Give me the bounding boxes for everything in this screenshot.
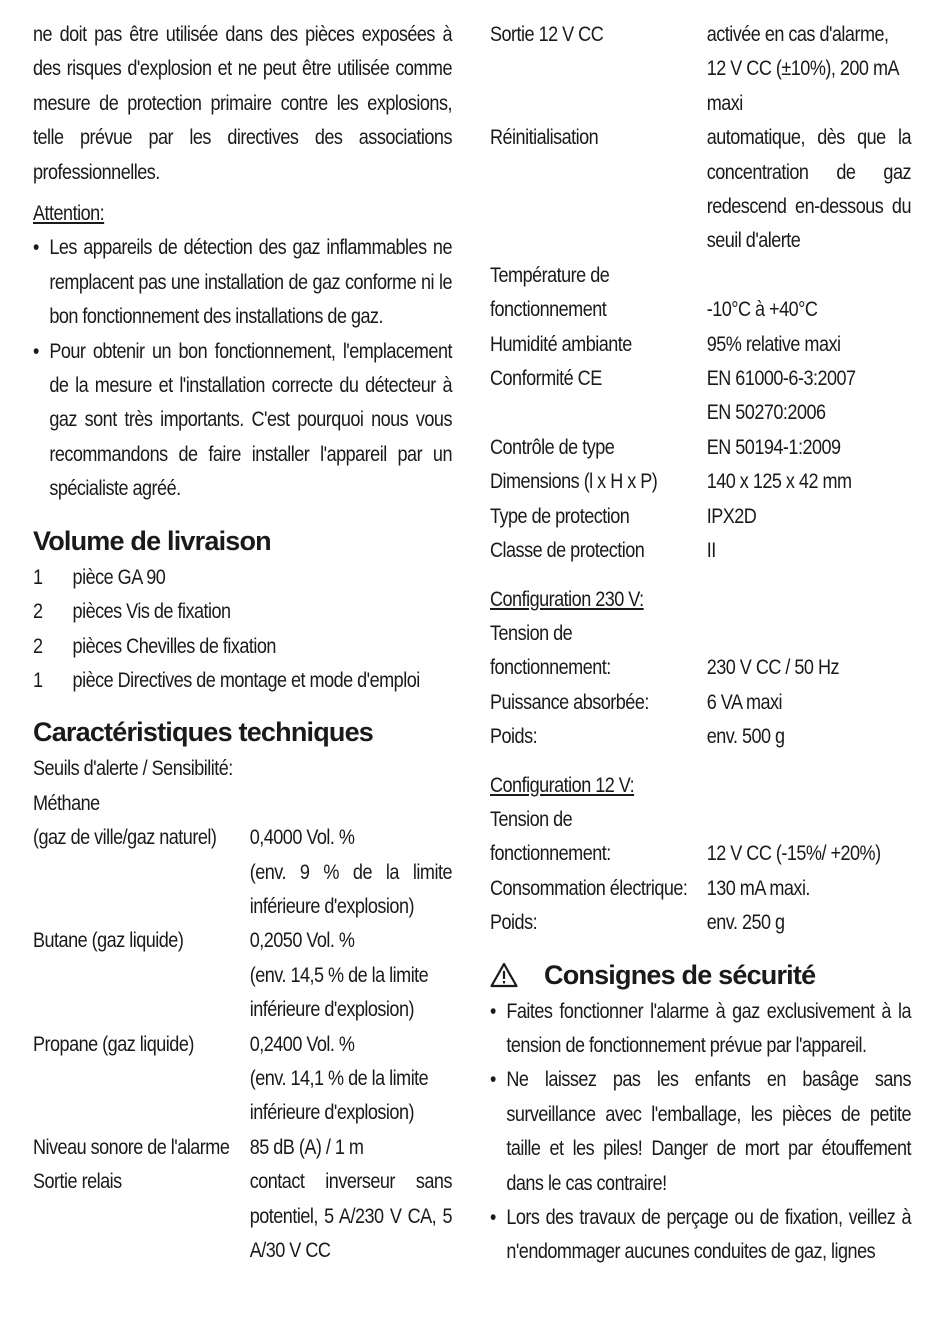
safety-heading	[490, 955, 912, 995]
spec-row	[490, 362, 911, 396]
spec-row	[490, 500, 911, 534]
spec-key: Dimensions (l x H x P)	[490, 470, 658, 494]
spec-value: 0,2050 Vol. %	[249, 929, 355, 953]
spec-value: 0,4000 Vol. %	[249, 826, 355, 850]
safety-list	[490, 995, 911, 1270]
spec-key: Puissance absorbée:	[490, 690, 649, 714]
spec-value: automatique, dès que la concentration de gaz redescend en-dessous du seuil d'alerte	[706, 126, 911, 253]
spec-key	[33, 1062, 250, 1131]
spec-value: II	[706, 539, 716, 563]
delivery-item	[33, 630, 503, 664]
spec-value: env. 500 g	[706, 725, 785, 749]
safety-item: • Faites fonctionner l'alarme à gaz exclusivement à la tension de fonctionnement prévue par l'appareil.	[490, 995, 911, 1064]
spec-value: 0,2400 Vol. %	[249, 1032, 355, 1056]
warning-triangle-icon	[490, 962, 518, 988]
spec-row	[490, 328, 911, 362]
delivery-text: pièces Chevilles de fixation	[72, 634, 276, 658]
spec-value: 12 V CC (-15%/ +20%)	[706, 842, 881, 866]
spec-row	[490, 686, 911, 720]
spec-value: activée en cas d'alarme, 12 V CC (±10%), 200 mA maxi	[706, 23, 899, 115]
spec-key: Conformité CE	[490, 367, 602, 391]
spec-row	[33, 1028, 452, 1062]
spec-row	[490, 259, 911, 293]
spec-key: Contrôle de type	[490, 435, 615, 459]
spec-key: Sortie 12 V CC	[490, 23, 604, 46]
spec-key: Sortie relais	[33, 1170, 122, 1194]
spec-row	[490, 617, 911, 651]
delivery-text: pièce GA 90	[72, 565, 166, 589]
spec-row	[490, 803, 911, 837]
spec-value: EN 50270:2006	[706, 401, 826, 425]
spec-key: Niveau sonore de l'alarme	[33, 1135, 230, 1159]
spec-row	[490, 906, 911, 940]
attention-list	[33, 231, 452, 506]
delivery-text: pièces Vis de fixation	[72, 600, 231, 624]
delivery-item	[33, 561, 503, 595]
spec-row	[490, 872, 911, 906]
safety-heading-text: Consignes de sécurité	[544, 959, 816, 990]
spec-key: Température de	[490, 263, 610, 287]
tech-heading: Caractéristiques techniques	[33, 717, 374, 748]
spec-key: fonctionnement:	[490, 656, 611, 680]
spec-key	[33, 856, 250, 925]
spec-key	[33, 959, 250, 1028]
spec-value: (env. 14,5 % de la limite inférieure d'explosion)	[249, 963, 429, 1022]
spec-key: Propane (gaz liquide)	[33, 1032, 194, 1056]
spec-key: Poids:	[490, 725, 538, 749]
spec-value: 130 mA maxi.	[706, 876, 810, 900]
spec-value	[707, 803, 911, 837]
delivery-item	[33, 595, 503, 629]
spec-row	[33, 1165, 452, 1268]
left-column	[33, 18, 453, 1268]
spec-row	[490, 18, 911, 121]
spec-value: 6 VA maxi	[706, 690, 783, 714]
spec-row	[490, 651, 911, 685]
attention-label: Attention:	[33, 202, 105, 226]
attention-item: • Pour obtenir un bon fonctionnement, l'emplacement de la mesure et l'installation correcte du détecteur à gaz sont très importants. C'est pourquoi nous vous recommandons de faire installer l'appareil par un spécialiste agréé.	[33, 335, 452, 507]
spec-row	[33, 1131, 452, 1165]
spec-value	[707, 259, 911, 293]
thresholds-label: Seuils d'alerte / Sensibilité:	[33, 757, 233, 781]
methane-label: Méthane	[33, 791, 100, 815]
spec-row	[490, 534, 911, 568]
delivery-qty: 1	[33, 565, 43, 589]
safety-item: • Lors des travaux de perçage ou de fixation, veillez à n'endommager aucunes conduites de gaz, lignes	[490, 1201, 911, 1270]
spec-value: EN 61000-6-3:2007	[706, 367, 856, 391]
spec-key: Butane (gaz liquide)	[33, 929, 184, 953]
spec-row	[33, 959, 452, 1028]
delivery-qty: 2	[33, 600, 43, 624]
spec-key: Classe de protection	[490, 539, 645, 563]
spec-value: 230 V CC / 50 Hz	[706, 656, 839, 680]
spec-value	[707, 617, 911, 651]
delivery-text: pièce Directives de montage et mode d'emploi	[72, 668, 420, 692]
spec-value: EN 50194-1:2009	[706, 435, 841, 459]
safety-item: • Ne laissez pas les enfants en basâge sans surveillance avec l'emballage, les pièces de petite taille et les piles! Danger de mort par étouffement dans le cas contraire!	[490, 1063, 911, 1201]
delivery-qty: 1	[33, 668, 43, 692]
spec-key: Humidité ambiante	[490, 332, 632, 356]
spec-value: env. 250 g	[706, 911, 785, 935]
spec-row	[490, 121, 911, 259]
spec-row	[490, 396, 911, 430]
spec-key: Poids:	[490, 911, 538, 935]
spec-value: 140 x 125 x 42 mm	[706, 470, 852, 494]
spec-value: 95% relative maxi	[706, 332, 841, 356]
spec-value: contact inverseur sans potentiel, 5 A/230 V CA, 5 A/30 V CC	[249, 1170, 452, 1262]
spec-value: (env. 9 % de la limite inférieure d'explosion)	[249, 860, 452, 918]
spec-row	[490, 837, 911, 871]
delivery-heading: Volume de livraison	[33, 525, 271, 556]
spec-key: Tension de	[490, 621, 573, 645]
spec-value: (env. 14,1 % de la limite inférieure d'explosion)	[249, 1066, 429, 1125]
spec-row	[33, 821, 452, 855]
delivery-list	[33, 561, 503, 713]
spec-row	[33, 856, 452, 925]
spec-key: Réinitialisation	[490, 126, 599, 150]
spec-row	[490, 465, 911, 499]
spec-key: Tension de	[490, 807, 573, 831]
spec-value: IPX2D	[706, 504, 757, 528]
spec-row	[33, 1062, 452, 1131]
intro-paragraph: ne doit pas être utilisée dans des pièces exposées à des risques d'explosion et ne peut être utilisée comme mesure de protection primaire contre les explosions, telle prévue par les directives des associations professionnelles.	[33, 23, 452, 184]
spec-row	[490, 293, 911, 327]
right-column	[490, 18, 912, 1270]
config12-label: Configuration 12 V:	[490, 773, 635, 797]
spec-key: Consommation électrique:	[490, 876, 688, 900]
spec-row	[490, 720, 911, 754]
spec-row	[490, 431, 911, 465]
config230-label: Configuration 230 V:	[490, 587, 644, 611]
delivery-item	[33, 664, 503, 698]
spec-value: -10°C à +40°C	[706, 298, 818, 322]
spec-key	[490, 396, 707, 430]
delivery-qty: 2	[33, 634, 43, 658]
spec-row	[33, 924, 452, 958]
spec-key: fonctionnement:	[490, 842, 611, 866]
spec-value: 85 dB (A) / 1 m	[249, 1135, 364, 1159]
attention-item: • Les appareils de détection des gaz inflammables ne remplacent pas une installation de gaz conforme ni le bon fonctionnement des installations de gaz.	[33, 231, 452, 334]
spec-key: Type de protection	[490, 504, 630, 528]
spec-key: (gaz de ville/gaz naturel)	[33, 826, 217, 850]
spec-key: fonctionnement	[490, 298, 607, 322]
